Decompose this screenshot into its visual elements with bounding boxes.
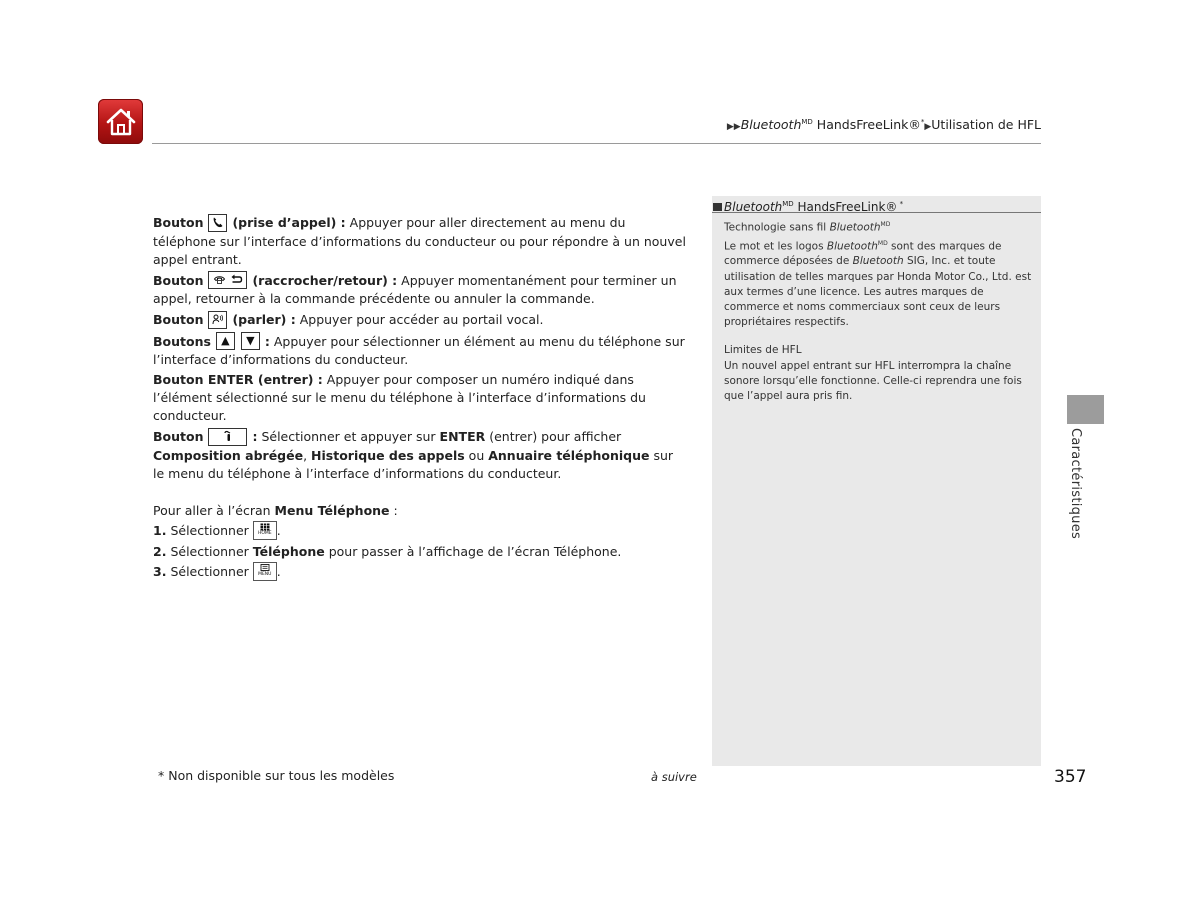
item-select	[153, 428, 688, 483]
item-name: (prise d’appel) :	[232, 215, 346, 230]
step-text: pour passer à l’affichage de l’écran Téléphone.	[328, 543, 622, 559]
step-1	[153, 522, 688, 541]
side-note-header	[712, 196, 1041, 213]
breadcrumb-bluetooth[interactable]: Bluetooth	[740, 117, 802, 132]
side-p2	[724, 236, 1032, 331]
menu-key-icon	[253, 562, 277, 581]
item-text: Appuyer pour aller directement au menu du téléphone sur l’interface d’informations du conducteur ou pour répondre à un nouvel appel entrant.	[153, 215, 686, 267]
item-enter	[153, 371, 688, 425]
breadcrumb-arrow-icon: ▶	[924, 122, 932, 132]
item-text: sur le menu du téléphone à l’interface d’informations du conducteur.	[153, 447, 674, 481]
breadcrumb-hfl[interactable]: HandsFreeLink®	[812, 117, 921, 132]
side-head-star: *	[897, 200, 904, 208]
main-content	[153, 214, 688, 584]
selector-knob-icon	[208, 428, 247, 446]
breadcrumb-sup: MD	[801, 117, 813, 126]
home-button[interactable]	[98, 99, 143, 144]
menu-key-label: MENU	[258, 571, 272, 577]
side-head-bluetooth: Bluetooth	[724, 200, 783, 214]
item-text: Sélectionner et appuyer sur	[261, 429, 436, 444]
phone-label: Téléphone	[252, 543, 325, 559]
side-sup: MD	[880, 221, 891, 228]
side-text-span: sont des marques de commerce déposées de	[724, 240, 1002, 268]
step-text: Sélectionner	[170, 563, 249, 579]
item-label: Bouton	[153, 215, 204, 230]
side-italic: Bluetooth	[852, 255, 904, 268]
breadcrumb-star: *	[920, 117, 925, 126]
item-talk	[153, 311, 688, 330]
side-p3: Limites de HFL	[724, 344, 802, 357]
enter-label: ENTER	[439, 429, 486, 444]
item-arrows	[153, 333, 688, 370]
breadcrumb	[727, 117, 1041, 132]
down-arrow-icon: ▼	[241, 332, 260, 350]
up-arrow-icon: ▲	[216, 332, 235, 350]
item-text: ou	[468, 447, 485, 463]
item-name: (raccrocher/retour) :	[252, 272, 398, 288]
item-pickup	[153, 214, 688, 269]
section-tab-label[interactable]: Caractéristiques	[1068, 428, 1083, 540]
step-3	[153, 563, 688, 582]
house-icon	[104, 105, 138, 139]
side-sup: MD	[877, 239, 888, 247]
step-2	[153, 543, 688, 561]
step-text: Sélectionner	[170, 522, 249, 538]
item-name: (parler) :	[232, 312, 296, 327]
item-text: (entrer) pour afficher	[489, 429, 622, 444]
intro-text: Pour aller à l’écran	[153, 502, 271, 518]
side-note-text	[724, 217, 1032, 404]
side-p4: Un nouvel appel entrant sur HFL interrompra la chaîne sonore lorsqu’elle fonctionne. Celle-ci reprendra une fois que l’appel aura pris fin.	[724, 359, 1022, 403]
item-hangup	[153, 272, 688, 309]
menu-intro	[153, 502, 688, 520]
breadcrumb-arrow-icon: ▶▶	[726, 122, 741, 132]
side-text-span: Le mot et les logos	[724, 240, 827, 253]
side-text-span: Technologie sans fil	[724, 221, 830, 234]
side-italic: Bluetooth	[826, 240, 878, 253]
section-tab-marker[interactable]	[1067, 395, 1104, 424]
item-text: Appuyer pour sélectionner un élément au menu du téléphone sur l’interface d’informations du conducteur.	[153, 333, 685, 367]
item-label: Bouton	[153, 312, 204, 327]
page-number: 357	[1054, 767, 1087, 787]
item-text: Appuyer momentanément pour terminer un appel, retourner à la commande précédente ou annuler la commande.	[153, 272, 677, 306]
hangup-back-icon	[208, 271, 247, 289]
talk-icon	[208, 311, 227, 329]
footnote: * Non disponible sur tous les modèles	[158, 768, 395, 783]
item-label: Bouton	[153, 429, 204, 444]
home-key-icon	[253, 521, 277, 540]
step-number: 2.	[153, 543, 167, 559]
step-number: 1.	[153, 522, 167, 538]
side-p1	[724, 217, 1032, 236]
phone-pickup-icon	[208, 214, 227, 232]
side-head-hfl: HandsFreeLink®	[793, 200, 898, 214]
item-label: Bouton ENTER (entrer) :	[153, 372, 323, 387]
header-divider	[152, 143, 1041, 144]
step-number: 3.	[153, 563, 167, 579]
breadcrumb-current: Utilisation de HFL	[931, 117, 1041, 132]
step-text: Sélectionner	[170, 543, 249, 559]
continued-label: à suivre	[651, 770, 697, 784]
note-marker-icon	[713, 203, 722, 211]
item-label: Boutons	[153, 333, 211, 349]
call-history-label: Historique des appels	[311, 447, 465, 463]
step-end: .	[276, 563, 281, 579]
item-text: Appuyer pour composer un numéro indiqué dans l’élément sélectionné sur le menu du téléphone à l’interface d’informations du conducteur.	[153, 372, 646, 423]
side-text-span: SIG, Inc. et toute utilisation de telles marques par Honda Motor Co., Ltd. est aux termes d’une licence. Les autres marques de commerce et noms commerciaux sont ceux de leurs propriétaires respectifs.	[724, 255, 1032, 329]
separator: ,	[303, 447, 308, 463]
side-italic: Bluetooth	[829, 221, 881, 234]
item-name: :	[264, 333, 270, 349]
item-label: Bouton	[153, 272, 204, 288]
intro-bold: Menu Téléphone	[274, 502, 390, 518]
side-head-sup: MD	[782, 200, 794, 208]
home-key-label: HOME	[257, 530, 272, 536]
item-text: Appuyer pour accéder au portail vocal.	[299, 312, 544, 327]
item-colon: :	[252, 429, 258, 444]
intro-colon: :	[393, 502, 398, 518]
step-end: .	[276, 522, 281, 538]
phonebook-label: Annuaire téléphonique	[488, 447, 650, 463]
speed-dial-label: Composition abrégée	[153, 447, 304, 463]
